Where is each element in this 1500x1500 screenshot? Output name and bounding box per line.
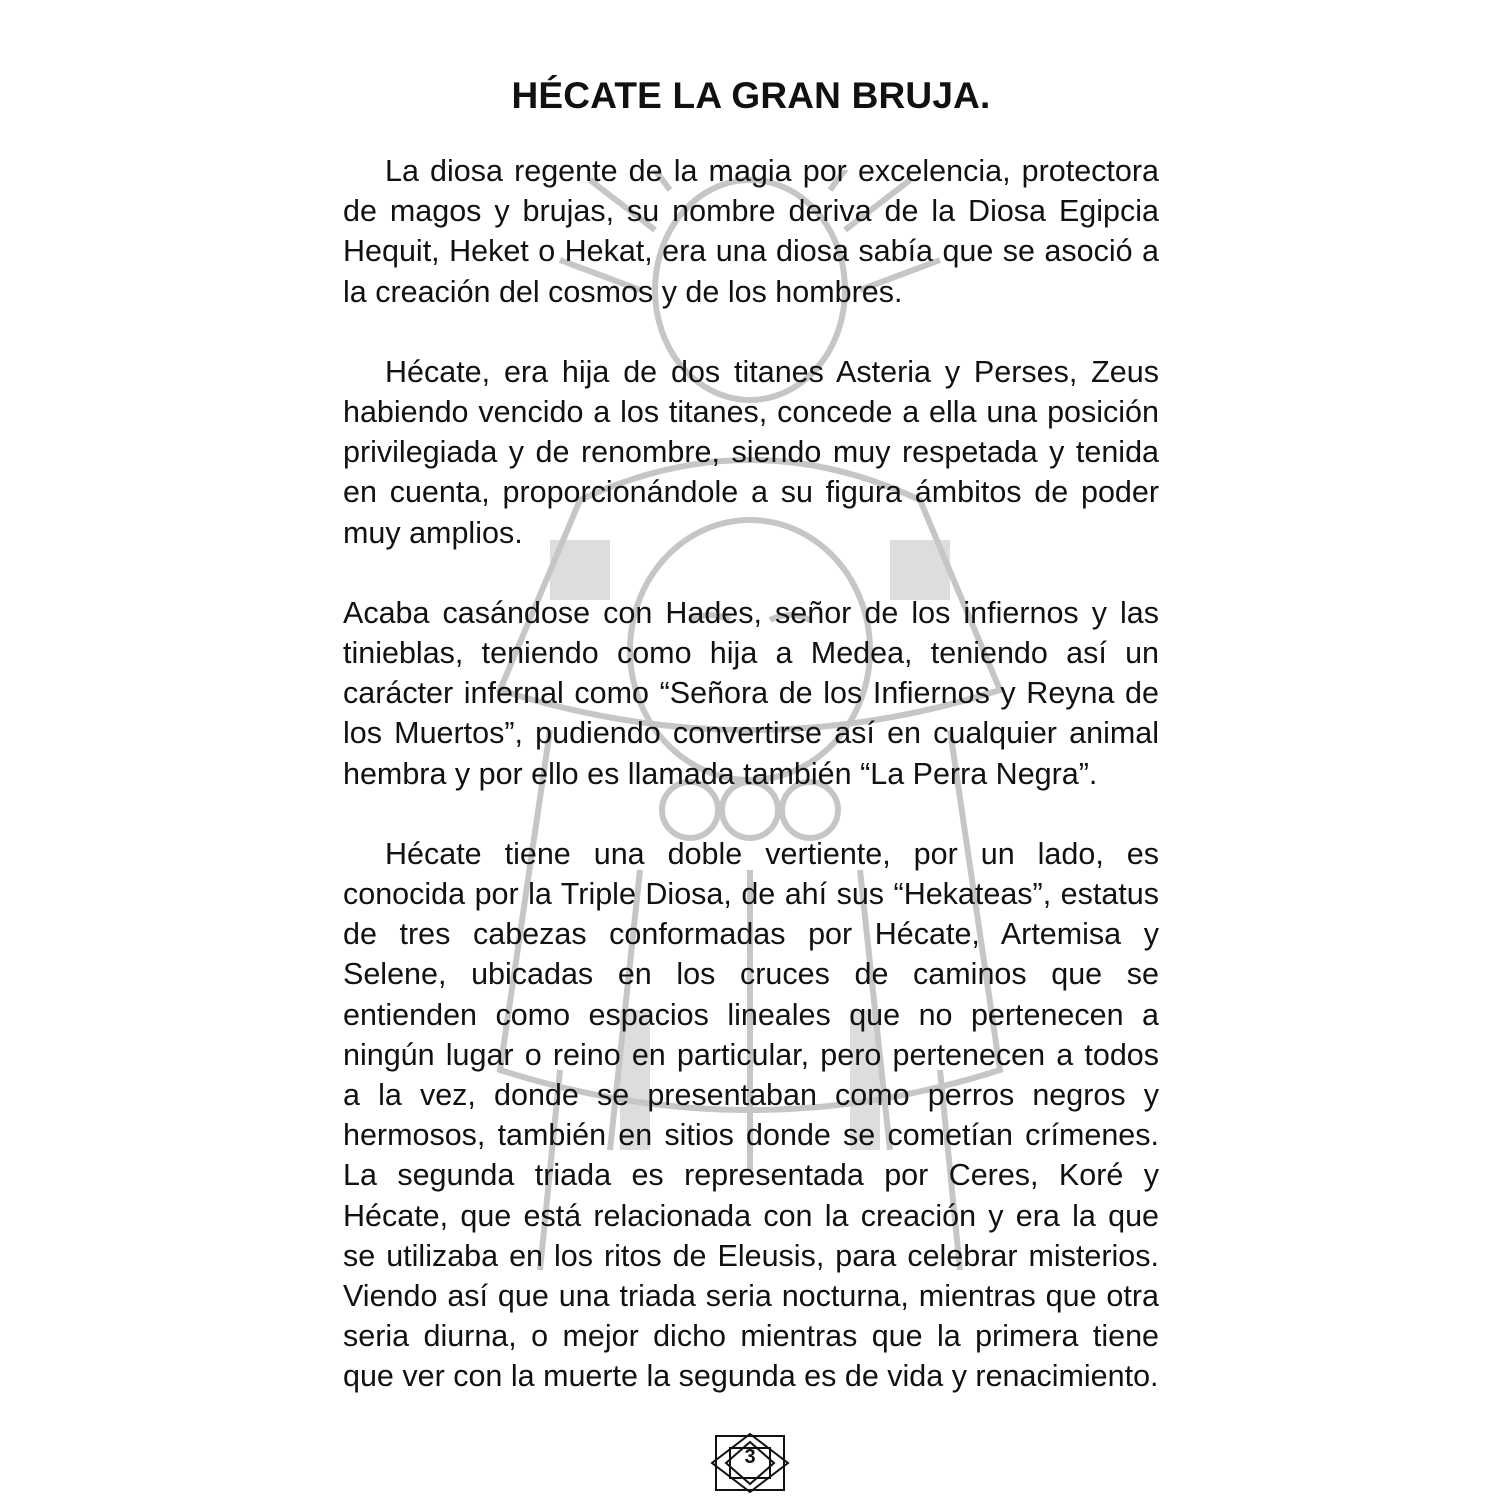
paragraph-4: Hécate tiene una doble vertiente, por un lado, es conocida por la Triple Diosa, de ahí sus “Hekateas”, estatus de tres cabezas conformadas por Hécate, Artemisa y Selene, ubicadas en los cruces de caminos que se entienden como espacios lineales que no pertenecen a ningún lugar o reino en particular, pero pertenecen a todos a la vez, donde se presentaban como perros negros y hermosos, también en sitios donde se cometían crímenes. La segunda triada es representada por Ceres, Koré y Hécate, que está relacionada con la creación y era la que se utilizaba en los ritos de Eleusis, para celebrar misterios. Viendo así que una triada seria nocturna, mientras que otra seria diurna, o mejor dicho mientras que la primera tiene que ver con la muerte la segunda es de vida y renacimiento. [343,836,1159,1394]
page-number-ornament [708,1432,792,1494]
page-number: 3 [744,1446,756,1468]
document-page [343,75,1159,1397]
page-title: HÉCATE LA GRAN BRUJA. [511,75,991,116]
paragraph-1: La diosa regente de la magia por excelencia, protectora de magos y brujas, su nombre deriva de la Diosa Egipcia Hequit, Heket o Hekat, era una diosa sabía que se asoció a la creación del cosmos y de los hombres. [343,154,1159,309]
paragraph-3: Acaba casándose con Hades, señor de los infiernos y las tinieblas, teniendo como hija a Medea, teniendo así un carácter infernal como “Señora de los Infiernos y Reyna de los Muertos”, pudiendo convertirse así en cualquier animal hembra y por ello es llamada también “La Perra Negra”. [343,595,1159,791]
paragraph-2: Hécate, era hija de dos titanes Asteria y Perses, Zeus habiendo vencido a los titanes, concede a ella una posición privilegiada y de renombre, siendo muy respetada y tenida en cuenta, proporcionándole a su figura ámbitos de poder muy amplios. [343,354,1159,550]
